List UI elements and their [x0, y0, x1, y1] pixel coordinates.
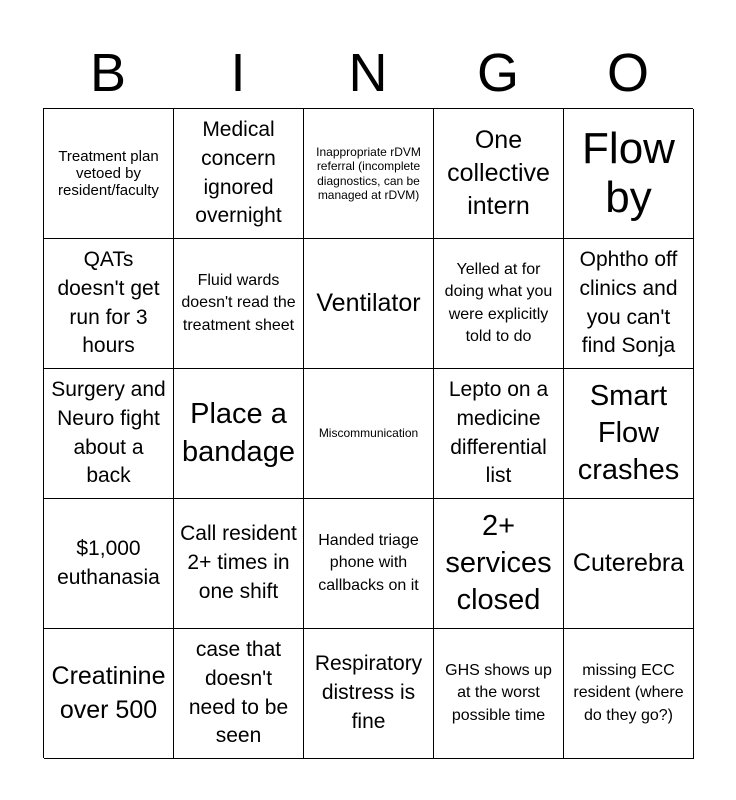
- bingo-cell-r5c5[interactable]: missing ECC resident (where do they go?): [564, 629, 694, 759]
- bingo-cell-r1c1[interactable]: Treatment plan vetoed by resident/faculty: [44, 109, 174, 239]
- bingo-cell-r2c5[interactable]: Ophtho off clinics and you can't find Sonja: [564, 239, 694, 369]
- bingo-cell-r1c5[interactable]: Flow by: [564, 109, 694, 239]
- header-letter-o: O: [606, 43, 649, 103]
- bingo-cell-r1c3[interactable]: Inappropriate rDVM referral (incomplete diagnostics, can be managed at rDVM): [304, 109, 434, 239]
- bingo-cell-r3c1[interactable]: Surgery and Neuro fight about a back: [44, 369, 174, 499]
- bingo-cell-r3c5[interactable]: Smart Flow crashes: [564, 369, 694, 499]
- bingo-cell-r4c5[interactable]: Cuterebra: [564, 499, 694, 629]
- bingo-cell-r2c2[interactable]: Fluid wards doesn't read the treatment sheet: [174, 239, 304, 369]
- bingo-board: [43, 108, 693, 758]
- bingo-cell-r3c2[interactable]: Place a bandage: [174, 369, 304, 499]
- header-letter-b: B: [89, 43, 127, 103]
- bingo-cell-r1c4[interactable]: One collective intern: [434, 109, 564, 239]
- bingo-cell-r4c2[interactable]: Call resident 2+ times in one shift: [174, 499, 304, 629]
- bingo-cell-r4c4[interactable]: 2+ services closed: [434, 499, 564, 629]
- bingo-cell-r3c4[interactable]: Lepto on a medicine differential list: [434, 369, 564, 499]
- bingo-cell-r1c2[interactable]: Medical concern ignored overnight: [174, 109, 304, 239]
- bingo-cell-r2c3[interactable]: Ventilator: [304, 239, 434, 369]
- bingo-cell-r4c3[interactable]: Handed triage phone with callbacks on it: [304, 499, 434, 629]
- header-letter-g: G: [476, 43, 519, 103]
- bingo-cell-r2c4[interactable]: Yelled at for doing what you were explicitly told to do: [434, 239, 564, 369]
- bingo-cell-r3c3[interactable]: Miscommunication: [304, 369, 434, 499]
- bingo-cell-r5c3[interactable]: Respiratory distress is fine: [304, 629, 434, 759]
- bingo-cell-r5c2[interactable]: case that doesn't need to be seen: [174, 629, 304, 759]
- header-letter-i: I: [230, 43, 246, 103]
- bingo-cell-r5c4[interactable]: GHS shows up at the worst possible time: [434, 629, 564, 759]
- bingo-cell-r4c1[interactable]: $1,000 euthanasia: [44, 499, 174, 629]
- bingo-header: [43, 38, 693, 108]
- bingo-cell-r2c1[interactable]: QATs doesn't get run for 3 hours: [44, 239, 174, 369]
- header-letter-n: N: [348, 43, 388, 103]
- bingo-cell-r5c1[interactable]: Creatinine over 500: [44, 629, 174, 759]
